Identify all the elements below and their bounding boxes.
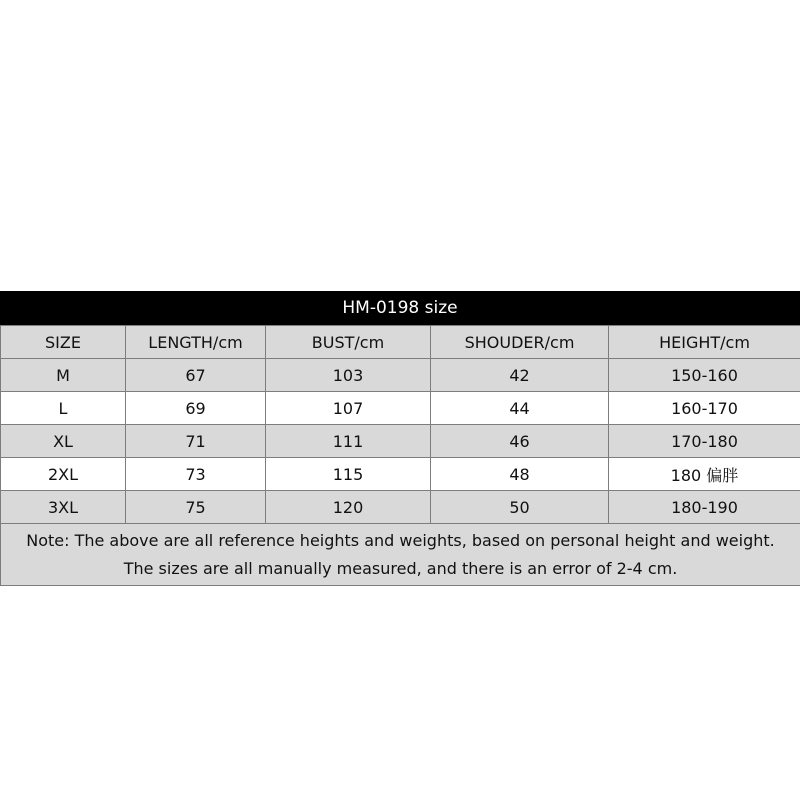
size-table [0,325,800,586]
header-row [1,326,800,359]
height-cell: 160-170 [609,392,800,425]
bust-cell: 115 [266,458,431,491]
bust-cell: 120 [266,491,431,524]
shoulder-cell: 44 [431,392,609,425]
length-cell: 73 [126,458,266,491]
size-cell: 2XL [1,458,126,491]
table-row [1,392,800,425]
table-row [1,458,800,491]
table-row [1,425,800,458]
shoulder-cell: 46 [431,425,609,458]
bust-cell: 107 [266,392,431,425]
height-cell: 180-190 [609,491,800,524]
note-text: Note: The above are all reference heights and weights, based on personal height and weight. The sizes are all manually measured, and there is an error of 2-4 cm. [1,524,800,586]
shoulder-cell: 48 [431,458,609,491]
size-chart [0,291,800,586]
bust-cell: 103 [266,359,431,392]
header-length: LENGTH/cm [126,326,266,359]
size-cell: 3XL [1,491,126,524]
height-cell: 150-160 [609,359,800,392]
height-cell: 180 偏胖 [609,458,800,491]
header-height: HEIGHT/cm [609,326,800,359]
shoulder-cell: 42 [431,359,609,392]
chart-title: HM-0198 size [0,291,800,325]
table-row [1,491,800,524]
note-row [1,524,800,586]
size-cell: XL [1,425,126,458]
header-size: SIZE [1,326,126,359]
size-cell: L [1,392,126,425]
height-cell: 170-180 [609,425,800,458]
length-cell: 69 [126,392,266,425]
size-cell: M [1,359,126,392]
length-cell: 75 [126,491,266,524]
table-row [1,359,800,392]
bust-cell: 111 [266,425,431,458]
length-cell: 71 [126,425,266,458]
length-cell: 67 [126,359,266,392]
header-shoulder: SHOUDER/cm [431,326,609,359]
header-bust: BUST/cm [266,326,431,359]
shoulder-cell: 50 [431,491,609,524]
